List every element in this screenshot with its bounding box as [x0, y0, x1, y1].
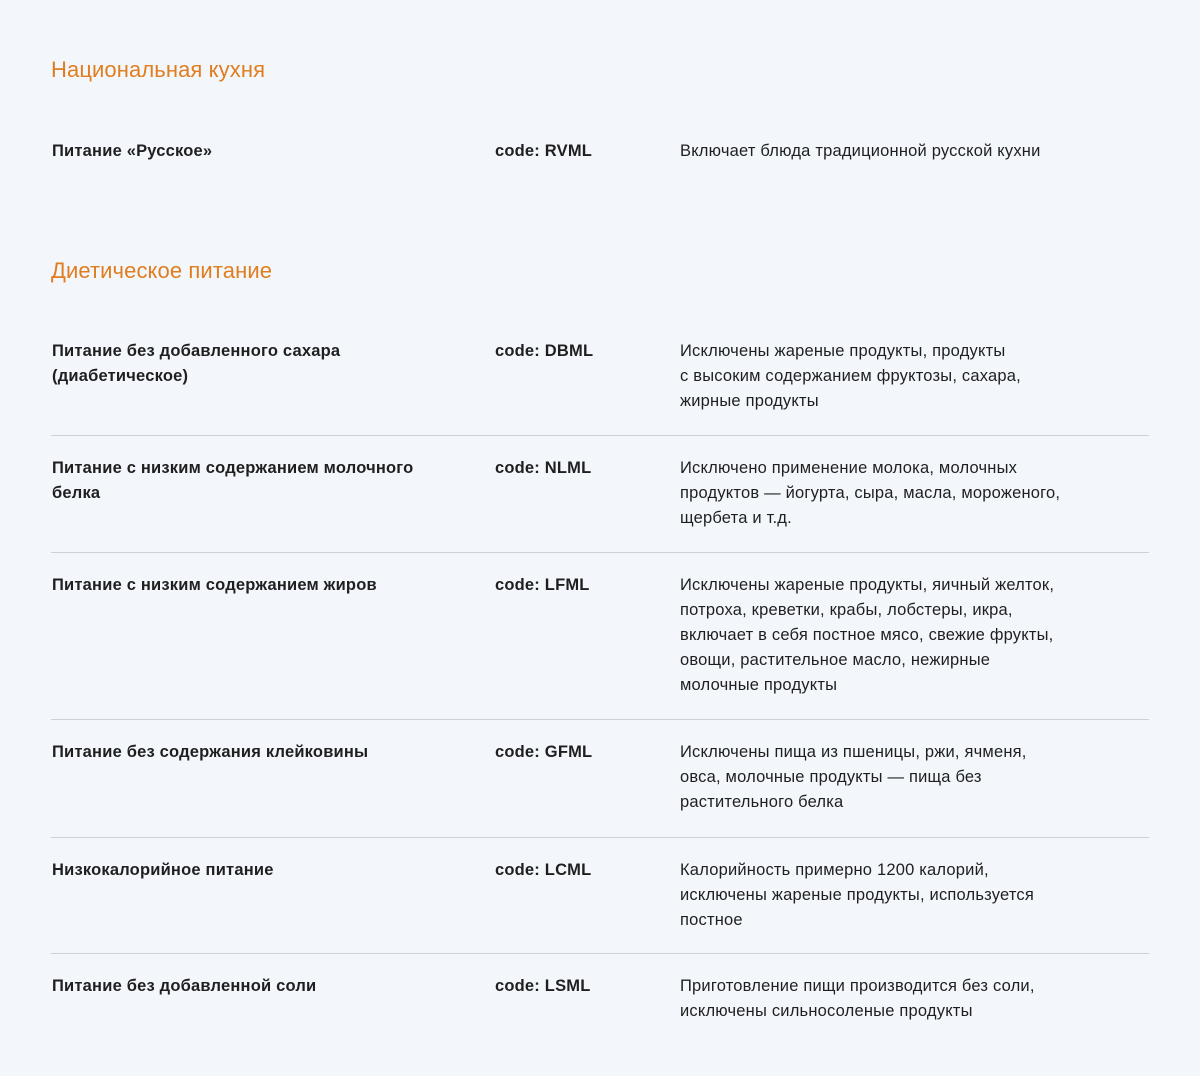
meal-description: Калорийность примерно 1200 калорий, исключены жареные продукты, используется постное	[680, 861, 1035, 929]
meal-description: Исключены жареные продукты, яичный желток, потроха, креветки, крабы, лобстеры, икра, включает в себя постное мясо, свежие фрукты, овощи, растительное масло, нежирные молочные продукты	[680, 576, 1055, 694]
meal-code: code: LSML	[495, 977, 591, 995]
meal-name: Питание с низким содержанием жиров	[52, 576, 377, 594]
meal-name: Питание «Русское»	[52, 142, 213, 160]
meal-description: Исключены пища из пшеницы, ржи, ячменя, овса, молочные продукты — пища без растительного белка	[680, 743, 1027, 811]
meal-row-lcml	[51, 858, 1149, 954]
meal-code: code: LCML	[495, 861, 592, 879]
meal-description: Исключены жареные продукты, продукты с высоким содержанием фруктозы, сахара, жирные продукты	[680, 342, 1021, 410]
meal-name: Питание без добавленной соли	[52, 977, 317, 995]
meal-code: code: RVML	[495, 142, 593, 160]
section-title-national: Национальная кухня	[51, 57, 266, 82]
meal-name: Питание без содержания клейковины	[52, 743, 369, 761]
meal-row-gfml	[51, 740, 1149, 838]
meal-code: code: GFML	[495, 743, 593, 761]
meal-description: Включает блюда традиционной русской кухни	[680, 142, 1041, 160]
meal-description: Исключено применение молока, молочных продуктов — йогурта, сыра, масла, мороженого, щербета и т.д.	[680, 459, 1061, 527]
meal-description: Приготовление пищи производится без соли, исключены сильносоленые продукты	[680, 977, 1035, 1020]
meal-row-lsml	[51, 974, 1149, 1034]
meal-code: code: LFML	[495, 576, 590, 594]
meal-code: code: NLML	[495, 459, 592, 477]
meal-name: Питание с низким содержанием молочного белка	[52, 459, 414, 502]
meal-row-nlml	[51, 456, 1149, 553]
meal-row-rvml	[51, 139, 1149, 189]
meal-name: Низкокалорийное питание	[52, 861, 274, 879]
meal-name: Питание без добавленного сахара (диабетическое)	[52, 342, 341, 385]
meal-row-dbml	[51, 339, 1149, 436]
section-title-dietary: Диетическое питание	[51, 258, 273, 283]
meal-code: code: DBML	[495, 342, 594, 360]
meal-row-lfml	[51, 573, 1149, 720]
